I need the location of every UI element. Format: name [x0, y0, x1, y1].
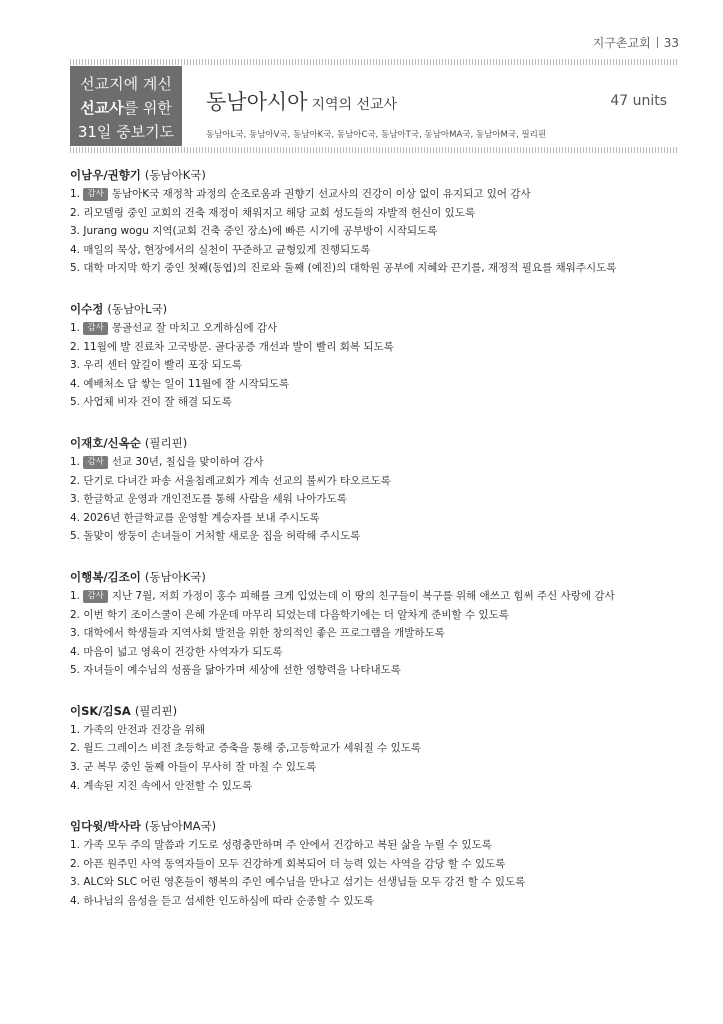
banner-line-2	[70, 96, 182, 120]
prayer-item-number: 2.	[70, 857, 81, 870]
prayer-item-number: 3.	[70, 225, 81, 238]
missionary-section	[70, 166, 690, 278]
prayer-item	[70, 490, 690, 509]
prayer-item	[70, 453, 690, 472]
missionary-country: (동남아L국)	[107, 301, 168, 316]
prayer-item	[70, 758, 690, 777]
bottom-dotted-rule	[70, 147, 678, 153]
units-count: 47 units	[610, 93, 667, 109]
prayer-item	[70, 356, 690, 375]
prayer-item	[70, 777, 690, 796]
prayer-item-text: 자녀들이 예수님의 성품을 닮아가며 세상에 선한 영향력을 나타내도록	[83, 664, 401, 677]
thanks-badge: 감사	[83, 456, 107, 469]
prayer-item-number: 3.	[70, 627, 81, 640]
prayer-item-number: 5.	[70, 664, 81, 677]
prayer-item-number: 1.	[70, 188, 81, 200]
prayer-item	[70, 509, 690, 528]
prayer-item	[70, 661, 690, 680]
region-title	[206, 86, 397, 116]
prayer-item	[70, 892, 690, 911]
missionary-name-heading	[70, 702, 690, 721]
prayer-item	[70, 204, 690, 223]
prayer-item-number: 3.	[70, 493, 81, 506]
missionary-name: 이SK/김SA	[70, 703, 131, 718]
missionary-name: 이행복/김조이	[70, 569, 141, 584]
missionary-name-heading	[70, 166, 690, 185]
prayer-item-number: 1.	[70, 839, 81, 852]
prayer-item	[70, 222, 690, 241]
header-divider	[657, 37, 658, 48]
country-list: 동남아L국, 동남아V국, 동남아K국, 동남아C국, 동남아T국, 동남아MA국, 동남아M국, 필리핀	[206, 130, 547, 140]
prayer-item	[70, 527, 690, 546]
missionary-name-heading	[70, 434, 690, 453]
page-header	[593, 34, 679, 51]
missionary-name-heading	[70, 817, 690, 836]
prayer-item-number: 4.	[70, 895, 81, 908]
prayer-list	[70, 166, 690, 933]
missionary-name-heading	[70, 300, 690, 319]
prayer-item-number: 4.	[70, 779, 81, 792]
prayer-item-number: 2.	[70, 206, 81, 219]
prayer-item	[70, 319, 690, 338]
banner-line-1: 선교지에 계신	[80, 75, 172, 93]
missionary-name: 이재호/신옥순	[70, 435, 141, 450]
missionary-section	[70, 434, 690, 546]
page-number: 33	[663, 35, 679, 50]
missionary-country: (필리핀)	[134, 703, 178, 718]
missionary-country: (동남아K국)	[144, 168, 206, 182]
prayer-item-number: 5.	[70, 262, 81, 275]
prayer-item-text: 가족 모두 주의 말씀과 기도로 성령충만하며 주 안에서 건강하고 복된 삶을 누릴 수 있도록	[83, 839, 492, 852]
missionary-section	[70, 568, 690, 680]
prayer-item-number: 3.	[70, 761, 81, 774]
prayer-item-text: 한글학교 운영과 개인전도를 통해 사람을 세워 나아가도록	[83, 493, 347, 506]
prayer-item-number: 1.	[70, 321, 81, 334]
missionary-name: 이수정	[70, 301, 104, 316]
prayer-item	[70, 643, 690, 662]
thanks-badge: 감사	[83, 188, 107, 201]
prayer-item-text: 리모델링 중인 교회의 건축 재정이 채워지고 해당 교회 성도들의 자발적 헌신이 있도록	[83, 206, 476, 219]
prayer-item-number: 4.	[70, 645, 81, 658]
missionary-name: 임다윗/박사라	[70, 819, 141, 834]
prayer-item-text: 대학 마지막 학기 중인 첫째(동엽)의 진로와 둘째 (예진)의 대학원 공부에 지혜와 끈기를, 재정적 필요를 채워주시도록	[83, 262, 617, 275]
prayer-item-text: 군 복무 중인 둘째 아들이 무사히 잘 마칠 수 있도록	[83, 761, 317, 774]
missionary-name: 이남우/권향기	[70, 168, 141, 182]
region-subtitle: 지역의 선교사	[311, 97, 398, 113]
prayer-item-number: 3.	[70, 359, 81, 372]
prayer-item-text: ALC와 SLC 어린 영혼들이 행복의 주인 예수님을 만나고 섬기는 선생님들 모두 강건 할 수 있도록	[83, 876, 526, 889]
prayer-item-text: 예배처소 담 쌓는 일이 11월에 잘 시작되도록	[83, 377, 290, 390]
prayer-item-text: 2026년 한글학교를 운영할 계승자를 보내 주시도록	[83, 511, 320, 524]
missionary-country: (동남아MA국)	[144, 819, 217, 834]
prayer-item-number: 4.	[70, 243, 81, 256]
prayer-item-number: 2.	[70, 340, 81, 353]
missionary-country: (필리핀)	[144, 435, 188, 450]
prayer-item	[70, 338, 690, 357]
prayer-item-text: 가족의 안전과 건강을 위해	[83, 723, 205, 736]
prayer-item-text: 몽골선교 잘 마치고 오게하심에 감사	[111, 321, 278, 334]
prayer-item-text: 매일의 묵상, 현장에서의 실천이 꾸준하고 균형있게 진행되도록	[83, 243, 371, 256]
missionary-country: (동남아K국)	[144, 569, 206, 584]
prayer-item	[70, 721, 690, 740]
prayer-item-text: 사업체 비자 건이 잘 해결 되도록	[83, 396, 232, 409]
thanks-badge: 감사	[83, 322, 107, 335]
missionary-section	[70, 702, 690, 795]
prayer-item-number: 2.	[70, 608, 81, 621]
prayer-item-number: 1.	[70, 455, 81, 468]
prayer-item-number: 1.	[70, 589, 81, 602]
prayer-item	[70, 873, 690, 892]
prayer-item-text: 우리 센터 앞길이 빨리 포장 되도록	[83, 359, 243, 372]
prayer-item-number: 1.	[70, 723, 81, 736]
prayer-item-number: 2.	[70, 474, 81, 487]
banner-line-2-bold: 선교사	[80, 99, 124, 117]
prayer-item-text: 이번 학기 조이스쿨이 은혜 가운데 마무리 되었는데 다음학기에는 더 알차게 준비할 수 있도록	[83, 608, 509, 621]
prayer-item-text: 돌맞이 쌍둥이 손녀들이 거처할 새로운 집을 허락해 주시도록	[83, 530, 361, 543]
prayer-item-text: 하나님의 음성을 듣고 섬세한 인도하심에 따라 순종할 수 있도록	[83, 895, 374, 908]
prayer-item-text: 지난 7월, 저희 가정이 홍수 피해를 크게 입었는데 이 땅의 친구들이 복구를 위해 애쓰고 힘써 주신 사랑에 감사	[111, 589, 615, 602]
region-name: 동남아시아	[206, 90, 308, 114]
prayer-item	[70, 624, 690, 643]
prayer-item-text: 단기로 다녀간 파송 서울침례교회가 계속 선교의 불씨가 타오르도록	[83, 474, 391, 487]
missionary-name-heading	[70, 568, 690, 587]
prayer-banner	[70, 66, 182, 146]
prayer-item-text: 계속된 지진 속에서 안전할 수 있도록	[83, 779, 253, 792]
prayer-item	[70, 241, 690, 260]
banner-line-2-rest: 를 위한	[123, 99, 172, 117]
church-name: 지구촌교회	[592, 36, 651, 50]
prayer-item-number: 5.	[70, 530, 81, 543]
prayer-item-text: 아픈 원주민 사역 동역자들이 모두 건강하게 회복되어 더 능력 있는 사역을 감당 할 수 있도록	[83, 857, 506, 870]
prayer-item	[70, 739, 690, 758]
missionary-section	[70, 300, 690, 412]
prayer-item-text: 동남아K국 재정착 과정의 순조로움과 권향기 선교사의 건강이 이상 없이 유지되고 있어 감사	[111, 188, 531, 200]
prayer-item-number: 4.	[70, 511, 81, 524]
prayer-item-number: 5.	[70, 396, 81, 409]
missionary-section	[70, 817, 690, 910]
prayer-item-number: 4.	[70, 377, 81, 390]
prayer-item-text: 11월에 발 진료차 고국방문. 골다공증 개선과 발이 빨리 회복 되도록	[83, 340, 394, 353]
prayer-item-text: Jurang wogu 지역(교회 건축 중인 장소)에 빠른 시기에 공부방이 시작되도록	[83, 225, 438, 238]
prayer-item-text: 월드 그레이스 비전 초등학교 증축을 통해 중,고등학교가 세워질 수 있도록	[83, 742, 422, 755]
prayer-item	[70, 472, 690, 491]
prayer-item	[70, 836, 690, 855]
prayer-item-number: 2.	[70, 742, 81, 755]
prayer-item	[70, 855, 690, 874]
prayer-item-number: 3.	[70, 876, 81, 889]
top-dotted-rule	[70, 59, 678, 65]
prayer-item	[70, 393, 690, 412]
prayer-item-text: 대학에서 학생들과 지역사회 발전을 위한 창의적인 좋은 프로그램을 개발하도록	[83, 627, 445, 640]
prayer-item	[70, 587, 690, 606]
prayer-item	[70, 185, 690, 204]
prayer-item	[70, 606, 690, 625]
prayer-item-text: 선교 30년, 칠십을 맞이하여 감사	[111, 455, 264, 468]
banner-line-3: 31일 중보기도	[77, 123, 175, 141]
thanks-badge: 감사	[83, 590, 107, 603]
prayer-item	[70, 375, 690, 394]
prayer-item-text: 마음이 넓고 영육이 건강한 사역자가 되도록	[83, 645, 283, 658]
prayer-item	[70, 259, 690, 278]
